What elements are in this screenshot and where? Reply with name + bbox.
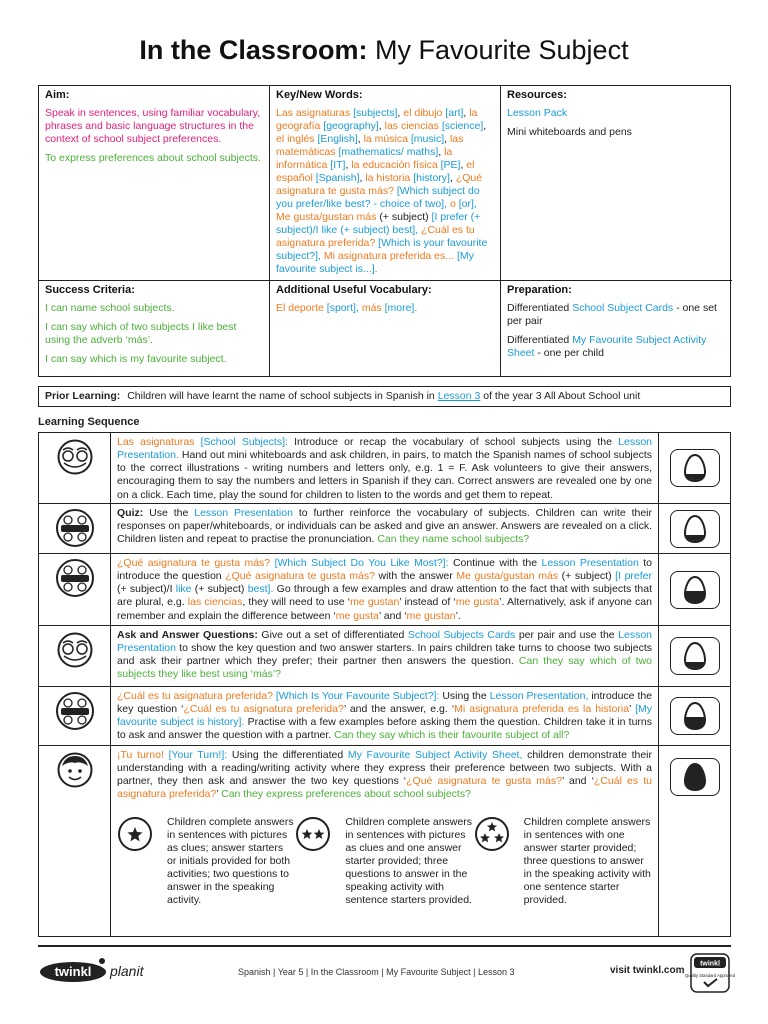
preparation-item-1: Differentiated School Subject Cards - one set per pair bbox=[507, 301, 717, 327]
egg-icon-box bbox=[670, 697, 720, 735]
aim-text-1: Speak in sentences, using familiar vocabulary, phrases and basic language structures in the context of school subject preferences. bbox=[45, 106, 261, 145]
sequence-text-1: Las asignaturas [School Subjects]: Introduce or recap the vocabulary of school subjects using the Lesson Presentation. Hand out mini whiteboards and ask children, in pairs, to match the Spanish names of school subjects to the correct illustrations - writing numbers and letters only, e.g. 1 = F. Ask volunteers to give their answers, encouraging them to say the numbers and letters in Spanish if they can. Correct answers are revealed one by one on a click. Each time, play the sound for children to listen to the words and get them to repeat. bbox=[117, 436, 653, 501]
lesson-presentation-link[interactable]: Lesson Presentation bbox=[194, 507, 293, 519]
lesson-presentation-link[interactable]: Lesson Presentation, bbox=[489, 690, 589, 702]
keywords-heading: Key/New Words: bbox=[276, 89, 363, 101]
sequence-row-4 bbox=[39, 626, 730, 687]
egg-half-icon bbox=[683, 575, 707, 605]
svg-text:Quality Standard Approved: Quality Standard Approved bbox=[684, 973, 736, 978]
svg-text:twinkl: twinkl bbox=[54, 964, 92, 979]
child-face-icon bbox=[39, 746, 111, 936]
keywords-text: Las asignaturas [subjects], el dibujo [art], la geografía [geography], las ciencias [science], el inglés [English], la música [music], las matemáticas [mathematics/ maths], la informática [IT], la educación física [PE], el español [Spanish], la historia [history], ¿Qué asignatura te gusta más? [Which subject do you prefer/like best? - choice of two], o [or], Me gusta/gustan más (+ subject) [I prefer (+ subject)/I like (+ subject) best], ¿Cuál es tu asignatura preferida? [Which is your favourite subject?], Mi asignatura preferida es... [My favourite subject is...]. bbox=[276, 106, 488, 275]
lesson-presentation-link[interactable]: Lesson Presentation. bbox=[117, 436, 653, 462]
egg-quarter-icon bbox=[683, 514, 707, 544]
two-star-icon bbox=[295, 816, 335, 856]
sequence-text-4: Ask and Answer Questions: Give out a set of differentiated School Subjects Cards per pair and use the Lesson Presentation to show the key question and two answer starters. In pairs children take turns to choose two subjects and ask their partner which they prefer; their partner then answers the question. Can they say which of two subjects they like best using ‘más’? bbox=[117, 629, 653, 681]
differentiation-text-3: Children complete answers in sentences with one answer starter provided; three questions to answer in the speaking activity with one sentence starter provided. bbox=[523, 815, 651, 907]
footer-breadcrumb: Spanish | Year 5 | In the Classroom | My Favourite Subject | Lesson 3 bbox=[238, 967, 515, 977]
egg-icon-box bbox=[670, 571, 720, 609]
sequence-text-5: ¿Cuál es tu asignatura preferida? [Which Is Your Favourite Subject?]: Using the Lesson Presentation, introduce the key question ‘¿Cuál es tu asignatura preferida?’ and the answer, e.g. ‘Mi asignatura preferida es la historia’ [My favourite subject is history]. Practise with a few examples before asking them the question. Children take it in turns to ask and answer the question with a partner. Can they say which is their favourite subject of all? bbox=[117, 690, 653, 742]
egg-icon-box bbox=[670, 758, 720, 796]
egg-full-icon bbox=[683, 762, 707, 792]
sequence-row-2 bbox=[39, 504, 730, 554]
whole-class-icon bbox=[39, 554, 111, 625]
success-criteria-1: I can name school subjects. bbox=[45, 301, 175, 314]
egg-quarter-icon bbox=[683, 641, 707, 671]
title-bold: In the Classroom: bbox=[139, 35, 368, 65]
lesson-3-link[interactable]: Lesson 3 bbox=[437, 390, 481, 402]
differentiation-2-star bbox=[295, 816, 473, 908]
resources-heading: Resources: bbox=[507, 89, 567, 101]
lesson-pack-link[interactable]: Lesson Pack bbox=[507, 106, 568, 119]
success-criteria-3: I can say which is my favourite subject. bbox=[45, 353, 227, 366]
school-subject-cards-link[interactable]: School Subject Cards bbox=[572, 301, 674, 314]
visit-twinkl-link[interactable]: visit twinkl.com bbox=[610, 965, 685, 976]
page-title bbox=[0, 34, 768, 68]
egg-icon-box bbox=[670, 449, 720, 487]
planit-logo: planit bbox=[110, 963, 144, 979]
egg-quarter-icon bbox=[683, 453, 707, 483]
lesson-presentation-link[interactable]: Lesson Presentation bbox=[541, 557, 639, 569]
aim-cell bbox=[39, 86, 270, 281]
differentiation-text-2: Children complete answers in sentences with pictures as clues and one answer starter provided; three questions to answer in the speaking activity with sentence starters provided. bbox=[345, 815, 472, 907]
whole-class-icon bbox=[39, 504, 111, 553]
preparation-item-2: Differentiated My Favourite Subject Activity Sheet - one per child bbox=[507, 333, 707, 360]
title-rest: My Favourite Subject bbox=[374, 35, 629, 65]
vocab-text: El deporte [sport], más [more]. bbox=[276, 301, 418, 314]
egg-icon-box bbox=[670, 510, 720, 548]
keywords-cell bbox=[270, 86, 501, 281]
success-criteria-2: I can say which of two subjects I like best using the adverb ‘más’. bbox=[45, 320, 237, 346]
preparation-cell bbox=[501, 281, 732, 376]
activity-sheet-link[interactable]: My Favourite Subject Activity Sheet bbox=[507, 333, 707, 360]
success-heading: Success Criteria: bbox=[45, 283, 135, 296]
school-subjects-cards-link[interactable]: School Subjects Cards bbox=[407, 629, 516, 641]
success-cell bbox=[39, 281, 270, 376]
resources-cell bbox=[501, 86, 732, 281]
preparation-heading: Preparation: bbox=[507, 283, 572, 296]
prior-learning: Prior Learning: Children will have learnt the name of school subjects in Spanish in Lesson 3 of the year 3 All About School unit bbox=[38, 386, 731, 407]
whole-class-icon bbox=[39, 687, 111, 745]
egg-half-icon bbox=[683, 701, 707, 731]
learning-sequence-table bbox=[38, 432, 731, 937]
differentiation-text-1: Children complete answers in sentences with pictures as clues; answer starters or initials provided for both activities; two questions to answer in the speaking activity. bbox=[167, 815, 294, 907]
sequence-row-5 bbox=[39, 687, 730, 746]
pair-faces-icon bbox=[39, 626, 111, 686]
prior-learning-label: Prior Learning: bbox=[45, 390, 121, 402]
overview-table bbox=[38, 85, 731, 377]
twinkl-logo bbox=[38, 955, 108, 989]
vocab-heading: Additional Useful Vocabulary: bbox=[276, 283, 432, 296]
differentiation-1-star bbox=[117, 816, 295, 908]
footer bbox=[38, 955, 736, 995]
sequence-row-3 bbox=[39, 554, 730, 626]
sequence-text-2: Quiz: Use the Lesson Presentation to further reinforce the vocabulary of subjects. Children can write their responses on paper/whiteboards, or individuals can be asked and give an answer. Answers are revealed on a click. Children listen and repeat to practise the pronunciation. Can they name school subjects? bbox=[117, 507, 653, 546]
sequence-text-6: ¡Tu turno! [Your Turn!]: Using the differentiated My Favourite Subject Activity Sheet, children demonstrate their understanding with a reading/writing activity where they express their preference between two subjects. With a partner, they then ask and answer the two key questions ‘¿Qué asignatura te gusta más?’ and ‘¿Cuál es tu asignatura preferida?’ Can they express preferences about school subjects? Children complete answers in sentences with pictures as clues; answer starters or initials provided for both activities; two questions to answer in the speaking activity. Children complete answers in sentences with pictures as clues and one answer starter provided; three questions to answer in the speaking activity with sentence starters provided. Children complete answers in sentences with one answer starter provided; three questions to answer in the speaking activity with one sentence starter provided. bbox=[117, 749, 653, 907]
sequence-row-1 bbox=[39, 433, 730, 504]
three-star-icon bbox=[474, 816, 514, 856]
footer-divider bbox=[38, 945, 731, 947]
differentiation-3-star bbox=[474, 816, 652, 908]
pair-faces-icon bbox=[39, 433, 111, 503]
sequence-row-6 bbox=[39, 746, 730, 936]
egg-icon-box bbox=[670, 637, 720, 675]
aim-heading: Aim: bbox=[45, 89, 70, 101]
one-star-icon bbox=[117, 816, 157, 856]
differentiation-row bbox=[117, 816, 652, 908]
vocab-cell bbox=[270, 281, 501, 376]
svg-text:twinkl: twinkl bbox=[700, 960, 720, 968]
quality-standard-badge bbox=[684, 953, 736, 997]
aim-text-2: To express preferences about school subjects. bbox=[45, 152, 261, 165]
sequence-text-3: ¿Qué asignatura te gusta más? [Which Subject Do You Like Most?]: Continue with the Lesson Presentation to introduce the question ¿Qué asignatura te gusta más? with the answer Me gusta/gustan más (+ subject) [I prefer (+ subject)/I like (+ subject) best]. Go through a few examples and draw attention to the fact that with subjects that are plural, e.g. las ciencias, they will need to use ‘me gustan’ instead of ‘me gusta’. Alternatively, ask if anyone can remember and explain the difference between ‘me gusta’ and ‘me gustan’. bbox=[117, 557, 653, 622]
activity-sheet-link[interactable]: My Favourite Subject Activity Sheet, bbox=[347, 749, 523, 761]
lesson-presentation-link[interactable]: Lesson Presentation bbox=[117, 629, 653, 655]
learning-sequence-title: Learning Sequence bbox=[38, 416, 140, 428]
resources-whiteboards: Mini whiteboards and pens bbox=[507, 125, 632, 138]
